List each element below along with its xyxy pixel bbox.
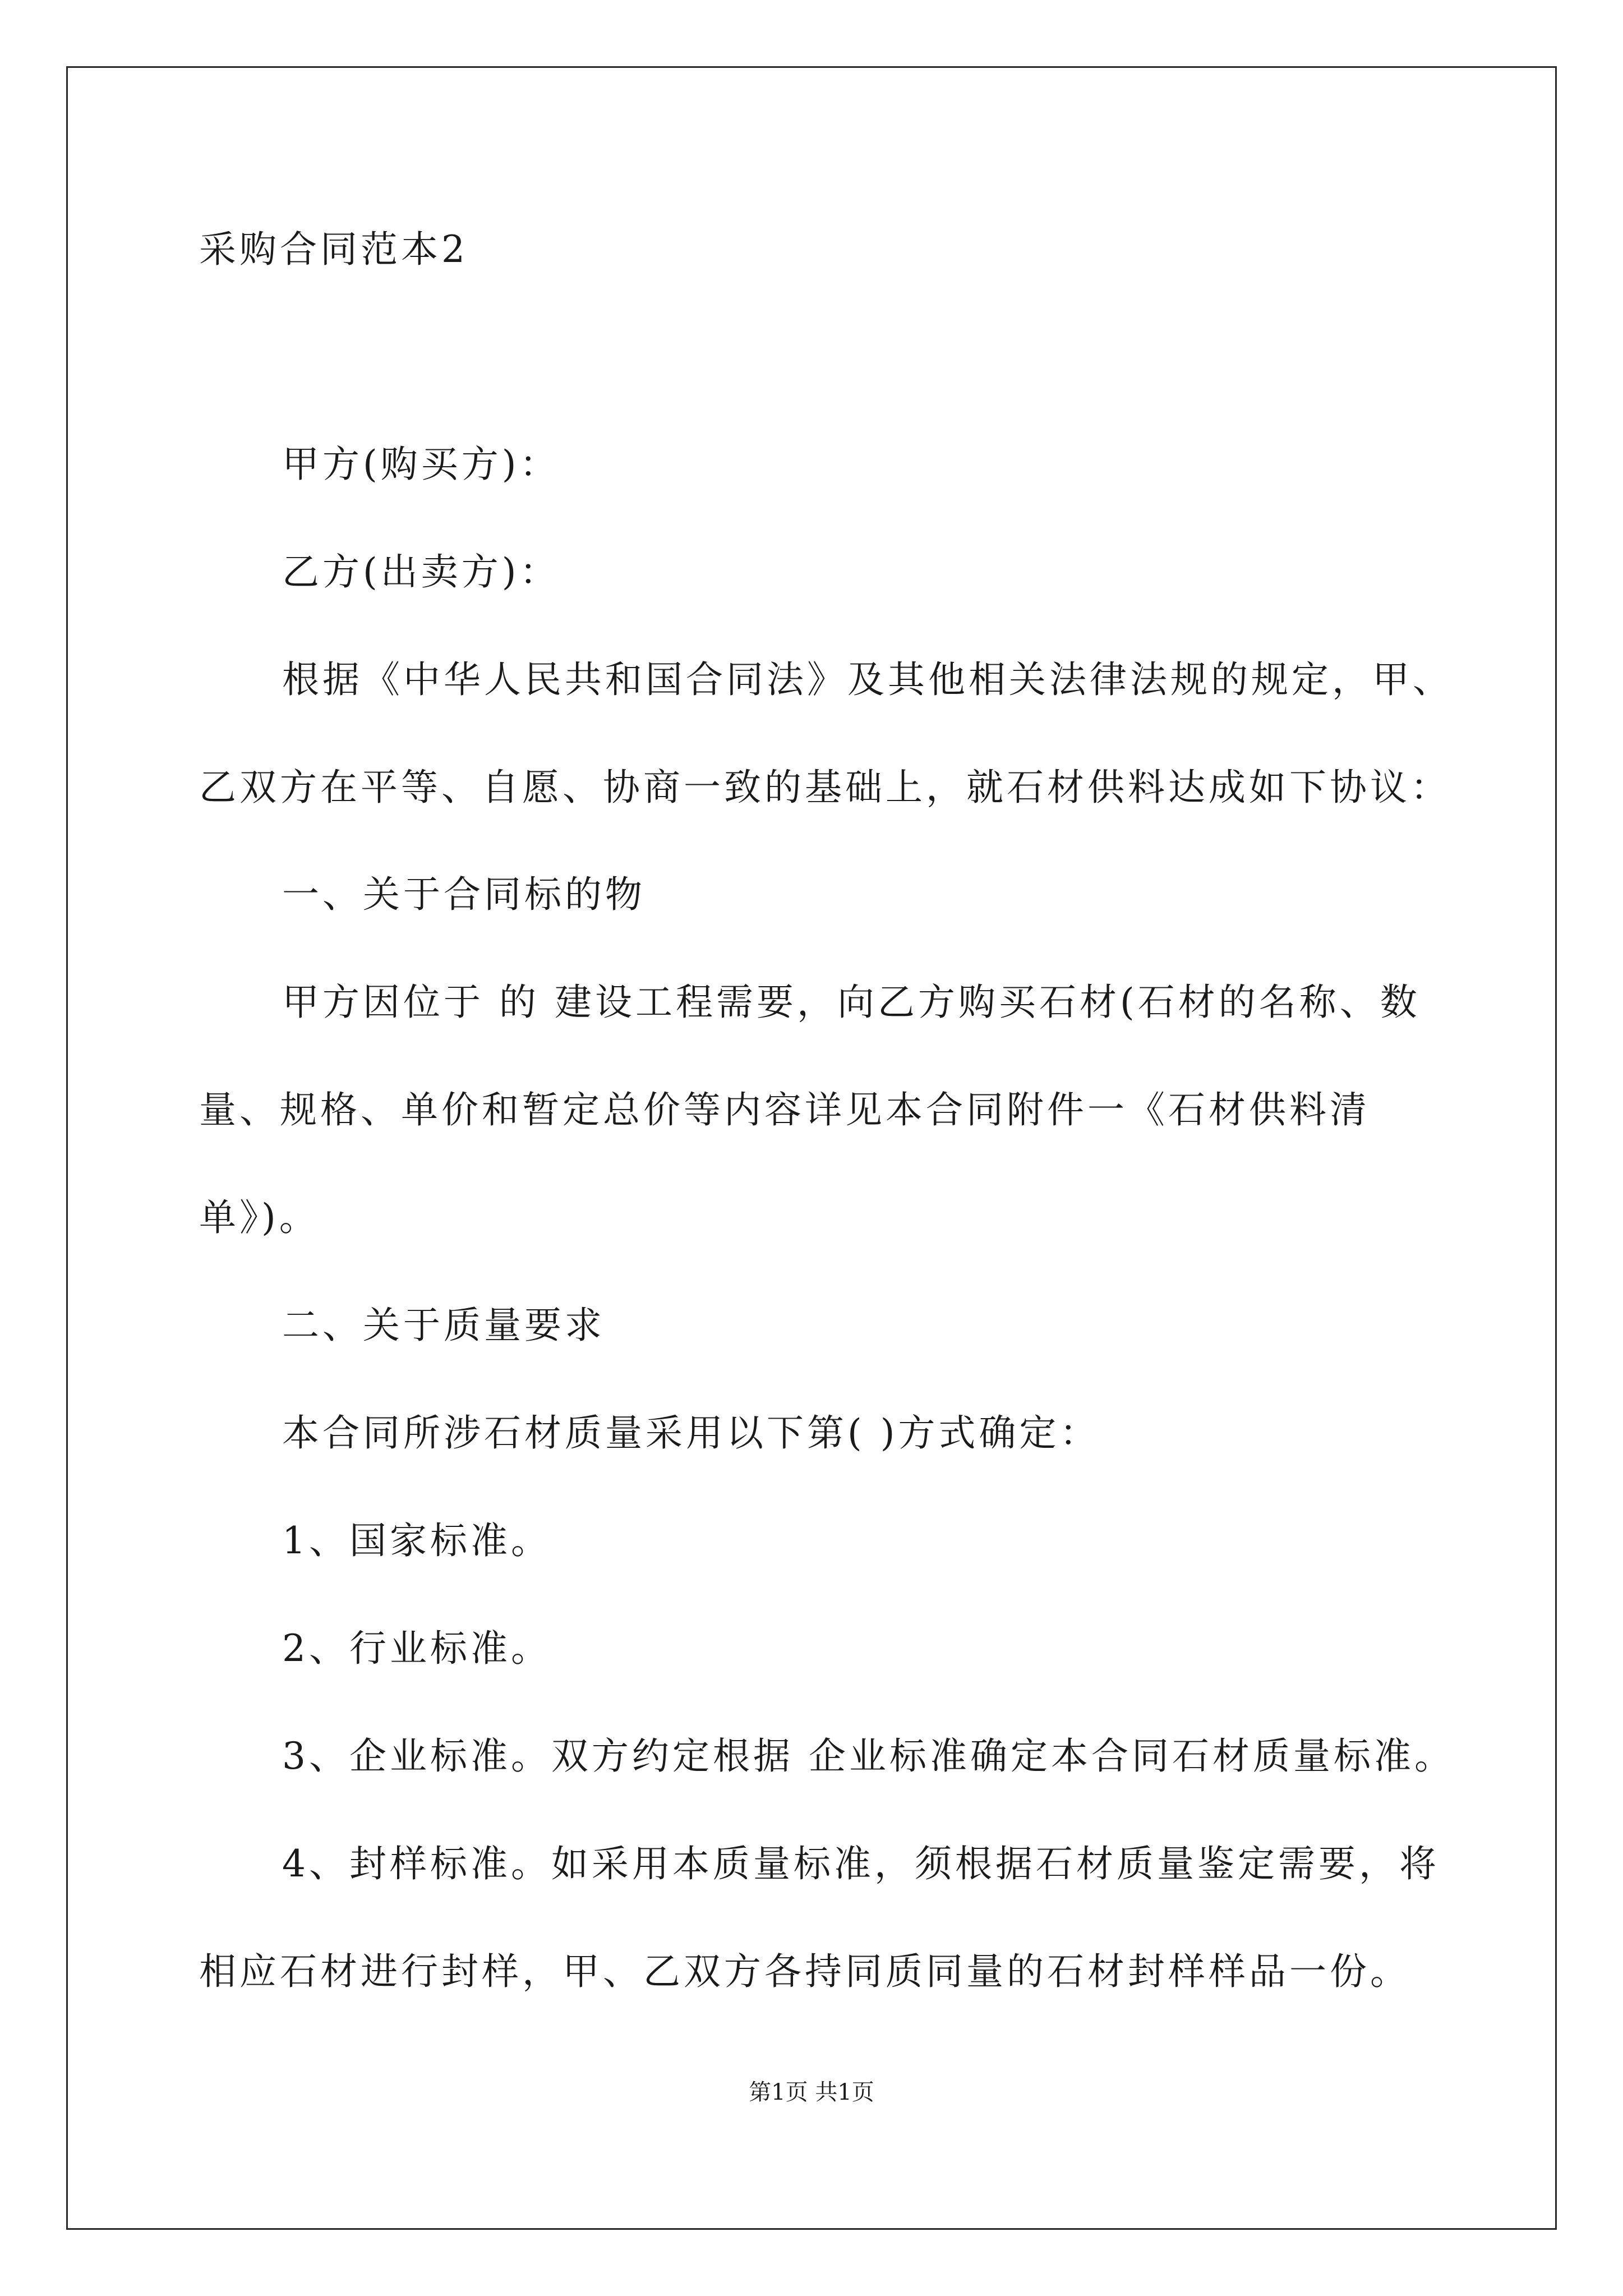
quality-method-line: 本合同所涉石材质量采用以下第( )方式确定： xyxy=(282,1411,1100,1455)
page-footer: 第1页 共1页 xyxy=(749,2079,874,2105)
party-b-line: 乙方(出卖方)： xyxy=(282,550,560,593)
page-border xyxy=(66,66,1557,2230)
section-1-text-line-2: 量、规格、单价和暂定总价等内容详见本合同附件一《石材供料清 xyxy=(199,1088,1370,1131)
option-4-line-1: 4、封样标准。如采用本质量标准，须根据石材质量鉴定需要，将 xyxy=(282,1842,1440,1885)
preamble-line-2: 乙双方在平等、自愿、协商一致的基础上，就石材供料达成如下协议： xyxy=(199,766,1451,809)
option-1-line: 1、国家标准。 xyxy=(282,1519,551,1562)
section-1-text-line-3: 单》)。 xyxy=(199,1196,320,1239)
option-2-line: 2、行业标准。 xyxy=(282,1627,551,1670)
section-1-heading: 一、关于合同标的物 xyxy=(282,873,645,916)
option-4-line-2: 相应石材进行封样，甲、乙双方各持同质同量的石材封样样品一份。 xyxy=(199,1950,1410,1993)
option-3-line: 3、企业标准。双方约定根据 企业标准确定本合同石材质量标准。 xyxy=(282,1734,1455,1778)
party-a-line: 甲方(购买方)： xyxy=(282,443,560,486)
document-title: 采购合同范本2 xyxy=(199,228,468,271)
preamble-line-1: 根据《中华人民共和国合同法》及其他相关法律法规的规定，甲、 xyxy=(282,658,1453,701)
section-2-heading: 二、关于质量要求 xyxy=(282,1304,605,1347)
section-1-text-line-1: 甲方因位于 的 建设工程需要，向乙方购买石材(石材的名称、数 xyxy=(282,981,1421,1024)
